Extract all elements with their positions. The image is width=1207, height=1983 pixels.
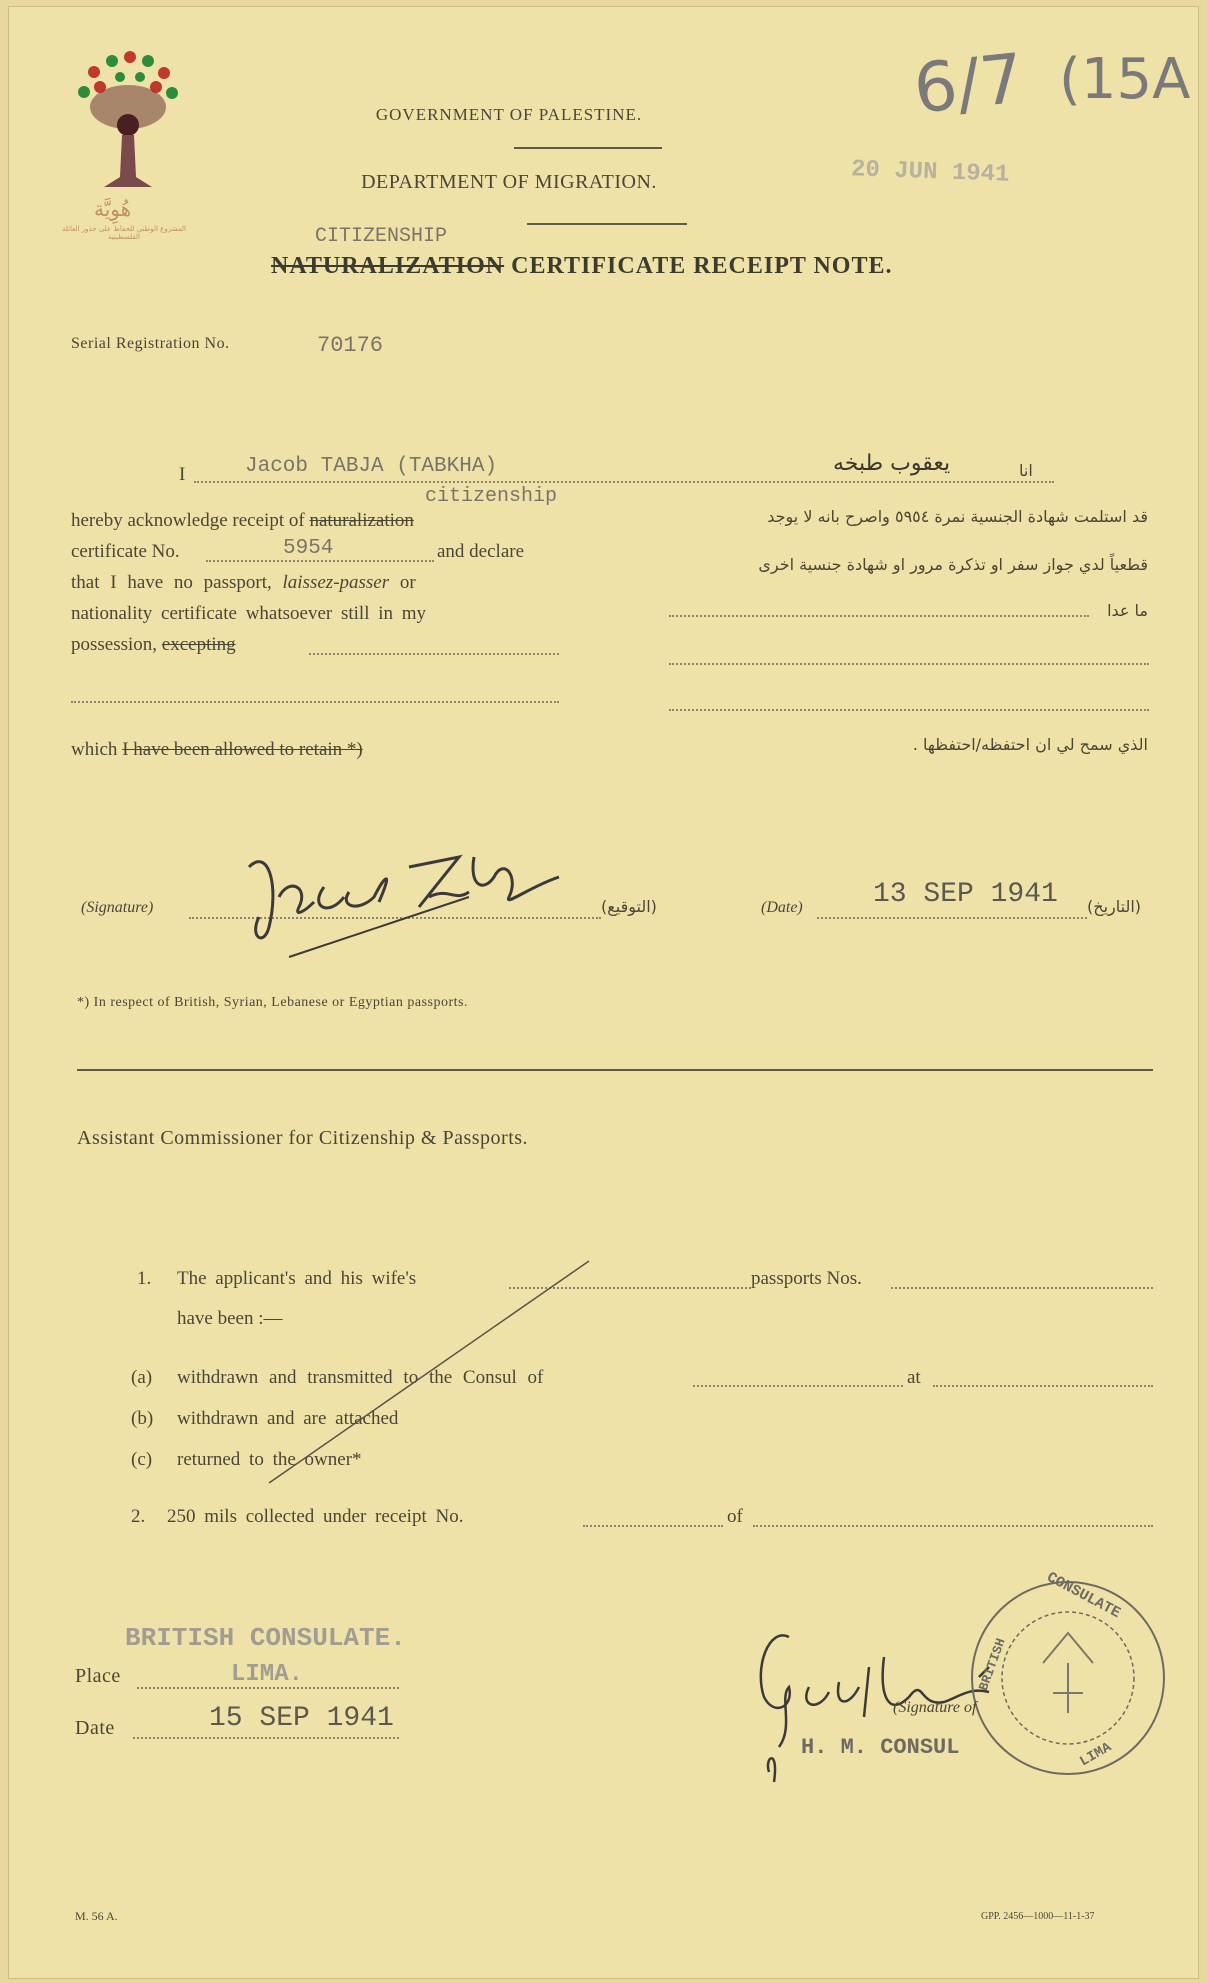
certificate-title [271,253,892,280]
logo-arabic-title: هُوِيَّة [94,197,132,221]
tree-logo-icon [64,47,184,197]
hereby-line: hereby acknowledge receipt of naturalization [71,510,414,531]
item-a-label: (a) [131,1367,153,1388]
date-label: (Date) [761,899,803,916]
applicant-signature [229,807,589,967]
arabic-dotline-2 [669,663,1149,665]
item1-number: 1. [137,1268,152,1289]
signature-label: (Signature) [81,899,154,916]
item2-dotline-2 [753,1525,1153,1527]
logo-arabic-subtitle: المشروع الوطني للحفاظ على جذور العائلة الفلسطينية [62,225,186,241]
blank-dotline [71,701,559,703]
department-rule [527,223,687,225]
printer-code: GPP. 2456—1000—11-1-37 [981,1911,1095,1922]
item2-number: 2. [131,1506,146,1527]
bottom-date-dotline [133,1737,399,1739]
typed-citizenship-insert: citizenship [425,485,558,508]
seal-side-text: BRITISH [975,1636,1009,1693]
bottom-date-value: 15 SEP 1941 [209,1703,394,1734]
item-b-label: (b) [131,1408,154,1429]
arabic-line4: ما عدا [1107,601,1148,620]
seal-top-text: CONSULATE [1043,1568,1124,1623]
date-label-arabic: (التاريخ) [1087,897,1142,916]
hm-consul-stamp: H. M. CONSUL [801,1735,960,1760]
title-typed-insert: CITIZENSHIP [315,225,448,248]
heading-rule [514,147,662,149]
i-label: I [179,464,186,485]
cert-dotline [206,560,434,562]
item1-have-been: have been :— [177,1308,283,1329]
form-number: M. 56 A. [75,1909,118,1923]
applicant-date-stamp: 13 SEP 1941 [873,879,1058,910]
item1-dotline-2 [891,1287,1153,1289]
which-line: which I have been allowed to retain *) [71,739,363,760]
and-declare: and declare [437,541,525,562]
government-heading: GOVERNMENT OF PALESTINE. [375,105,643,124]
item-c-text: returned to the owner* [177,1449,362,1470]
place-label: Place [75,1665,121,1687]
arabic-name: يعقوب طبخه [829,451,954,476]
arabic-line6: الذي سمح لي ان احتفظه/احتفظها . [912,735,1148,754]
certificate-line: certificate No. [71,541,180,562]
item2-text: 250 mils collected under receipt No. [167,1506,464,1527]
place-value: LIMA. [231,1661,304,1688]
consulate-stamp: BRITISH CONSULATE. [125,1623,406,1653]
arabic-dotline-1 [669,615,1089,617]
item-a-dotline-1 [693,1385,903,1387]
item-a-text: withdrawn and transmitted to the Consul of [177,1367,544,1388]
declaration-line4: nationality certificate whatsoever still in my [71,603,427,624]
department-heading: DEPARTMENT OF MIGRATION. [361,171,657,193]
heritage-logo [62,47,186,241]
title-rest: CERTIFICATE RECEIPT NOTE. [511,253,893,279]
arabic-line2: قد استلمت شهادة الجنسية نمرة ٥٩٥٤ واصرح بانه لا يوجد [767,507,1148,526]
serial-label: Serial Registration No. [71,335,230,352]
handwritten-code: (15A [1059,47,1191,112]
item1-text: The applicant's and his wife's [177,1268,417,1289]
certificate-number: 5954 [283,537,334,560]
seal-bottom-text: LIMA [1077,1739,1115,1771]
item-a-dotline-2 [933,1385,1153,1387]
declaration-line5: possession, excepting [71,634,236,655]
applicant-name: Jacob TABJA (TABKHA) [241,455,501,478]
name-dotline [194,481,1054,483]
excepting-dotline [309,653,559,655]
consul-signature-label: (Signature of [893,1699,977,1716]
item-b-text: withdrawn and are attached [177,1408,399,1429]
bottom-date-label: Date [75,1717,115,1739]
item-c-label: (c) [131,1449,153,1470]
serial-value: 70176 [317,333,384,358]
arabic-dotline-3 [669,709,1149,711]
section-divider [77,1069,1153,1071]
arabic-ana: انا [1019,461,1033,480]
commissioner-heading: Assistant Commissioner for Citizenship & Passports. [77,1127,529,1149]
signature-label-arabic: (التوقيع) [601,897,657,916]
handwritten-file-number: 6/7 [910,39,1028,130]
footnote: *) In respect of British, Syrian, Lebanese or Egyptian passports. [77,995,468,1010]
items-strike-diagonal [259,1257,599,1487]
received-date-stamp: 20 JUN 1941 [850,156,1010,189]
date-dotline [817,917,1087,919]
arabic-line3: قطعياً لدي جواز سفر او تذكرة مرور او شهادة جنسية اخرى [758,555,1148,574]
item2-of: of [727,1506,743,1527]
title-struck-word: NATURALIZATION [271,253,505,279]
item1-passports: passports Nos. [751,1268,862,1289]
document-page [8,6,1199,1979]
struck-naturalization: naturalization [309,510,414,531]
item2-dotline-1 [583,1525,723,1527]
declaration-line3: that I have no passport, laissez-passer or [71,572,416,593]
item-a-at: at [907,1367,921,1388]
